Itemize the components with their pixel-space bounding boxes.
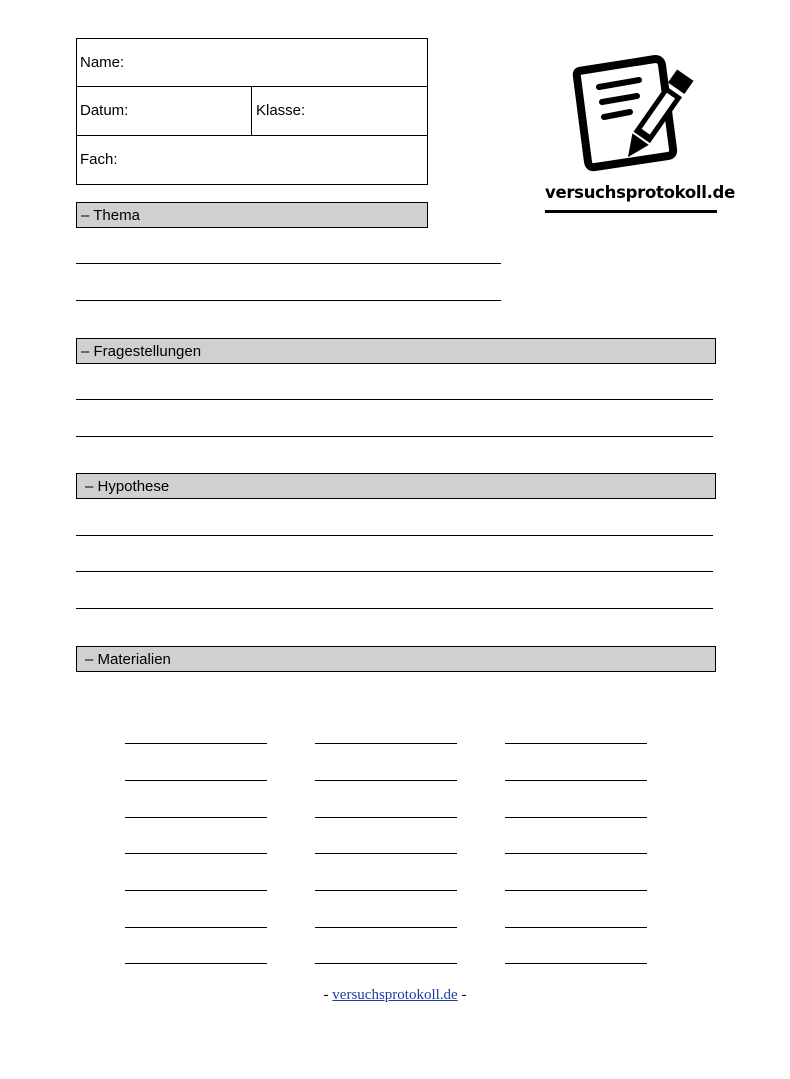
- info-table: [76, 38, 428, 185]
- footer: [0, 987, 790, 1004]
- footer-prefix: -: [323, 987, 333, 1003]
- write-line[interactable]: [76, 436, 713, 437]
- write-line[interactable]: [76, 300, 501, 301]
- material-line[interactable]: [315, 890, 457, 891]
- section-materialien-label: – Materialien: [85, 651, 171, 668]
- material-line[interactable]: [125, 780, 267, 781]
- material-line[interactable]: [505, 743, 647, 744]
- name-row[interactable]: [77, 39, 427, 87]
- section-hypothese: [76, 473, 716, 499]
- datum-label: Datum:: [80, 102, 129, 119]
- material-line[interactable]: [315, 743, 457, 744]
- material-line[interactable]: [505, 927, 647, 928]
- section-fragestellungen-label: – Fragestellungen: [81, 343, 202, 360]
- material-line[interactable]: [505, 963, 647, 964]
- write-line[interactable]: [76, 608, 713, 609]
- klasse-label: Klasse:: [256, 102, 306, 119]
- section-materialien: [76, 646, 716, 672]
- material-line[interactable]: [315, 817, 457, 818]
- logo-underline: [545, 210, 717, 213]
- material-line[interactable]: [125, 927, 267, 928]
- footer-link[interactable]: versuchsprotokoll.de: [332, 987, 458, 1003]
- material-line[interactable]: [315, 963, 457, 964]
- material-line[interactable]: [125, 963, 267, 964]
- section-fragestellungen: [76, 338, 716, 364]
- footer-suffix: -: [457, 987, 467, 1003]
- material-line[interactable]: [505, 890, 647, 891]
- write-line[interactable]: [76, 571, 713, 572]
- material-line[interactable]: [505, 817, 647, 818]
- material-line[interactable]: [125, 817, 267, 818]
- logo-text: versuchsprotokoll.de: [545, 183, 735, 202]
- section-hypothese-label: – Hypothese: [85, 478, 170, 495]
- material-line[interactable]: [125, 743, 267, 744]
- fach-row[interactable]: [77, 136, 427, 184]
- material-line[interactable]: [315, 853, 457, 854]
- cell-divider: [251, 87, 252, 135]
- material-line[interactable]: [125, 890, 267, 891]
- material-line[interactable]: [315, 780, 457, 781]
- fach-label: Fach:: [80, 151, 118, 168]
- write-line[interactable]: [76, 399, 713, 400]
- write-line[interactable]: [76, 263, 501, 264]
- material-line[interactable]: [505, 853, 647, 854]
- write-line[interactable]: [76, 535, 713, 536]
- section-thema: [76, 202, 428, 228]
- name-label: Name:: [80, 54, 125, 71]
- material-line[interactable]: [125, 853, 267, 854]
- material-line[interactable]: [315, 927, 457, 928]
- datum-row: [77, 87, 427, 136]
- section-thema-label: – Thema: [81, 207, 140, 224]
- material-line[interactable]: [505, 780, 647, 781]
